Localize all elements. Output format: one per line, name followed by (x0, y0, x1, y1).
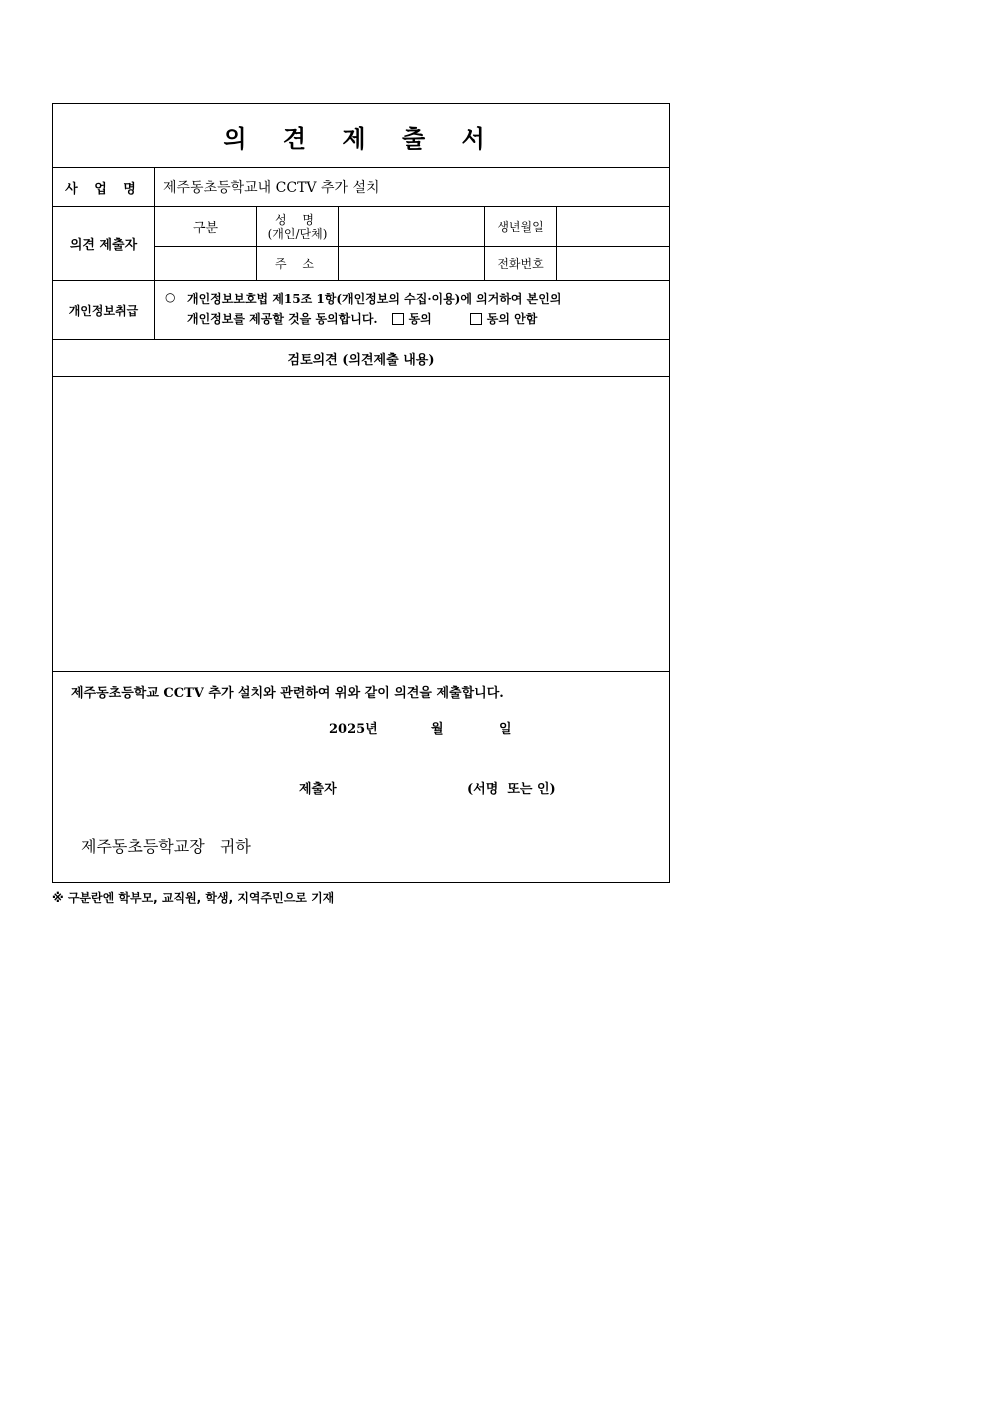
submitter-label: 의견 제출자 (69, 238, 138, 253)
project-name: 제주동초등학교내 CCTV 추가 설치 (163, 180, 380, 196)
date-year: 2025년 (329, 722, 378, 737)
privacy-label: 개인정보취급 (68, 303, 139, 318)
divider (53, 671, 669, 672)
review-header: 검토의견 (의견제출 내용) (287, 352, 435, 368)
statement-text: 제주동초등학교 CCTV 추가 설치와 관련하여 위와 같이 의견을 제출합니다. (71, 686, 504, 701)
name-label (257, 207, 338, 246)
privacy-bullet: ○ (165, 290, 176, 304)
form-title: 의 견 제 출 서 (223, 123, 499, 153)
date-month: 월 (431, 722, 444, 737)
footnote: ※ 구분란엔 학부모, 교직원, 학생, 지역주민으로 기재 (52, 891, 335, 905)
sign-note: (서명 또는 인) (467, 782, 556, 797)
date-day: 일 (499, 722, 512, 737)
phone-label: 전화번호 (497, 256, 544, 271)
category-field[interactable] (155, 247, 256, 280)
opinion-form (52, 103, 670, 883)
submitter-sign-label: 제출자 (299, 782, 337, 797)
birthdate-label: 생년월일 (497, 219, 544, 234)
category-label: 구분 (192, 221, 219, 236)
privacy-text-line2: 개인정보를 제공할 것을 동의합니다. (187, 312, 378, 326)
name-label-line2: (개인/단체) (267, 226, 328, 241)
review-content-area[interactable] (53, 377, 669, 671)
recipient: 제주동초등학교장 귀하 (81, 837, 251, 856)
address-label: 주 소 (275, 256, 320, 271)
project-label: 사 업 명 (65, 181, 142, 197)
address-field[interactable] (339, 247, 484, 280)
agree-checkbox[interactable] (392, 313, 404, 325)
disagree-checkbox[interactable] (470, 313, 482, 325)
phone-field[interactable] (557, 247, 669, 280)
agree-label: 동의 (408, 312, 432, 326)
name-field[interactable] (339, 207, 484, 246)
privacy-consent-line (187, 310, 537, 327)
privacy-text-line1: 개인정보보호법 제15조 1항(개인정보의 수집·이용)에 의거하여 본인의 (187, 292, 562, 306)
birthdate-field[interactable] (557, 207, 669, 246)
disagree-label: 동의 안함 (486, 312, 538, 326)
name-label-line1: 성 명 (275, 212, 320, 227)
